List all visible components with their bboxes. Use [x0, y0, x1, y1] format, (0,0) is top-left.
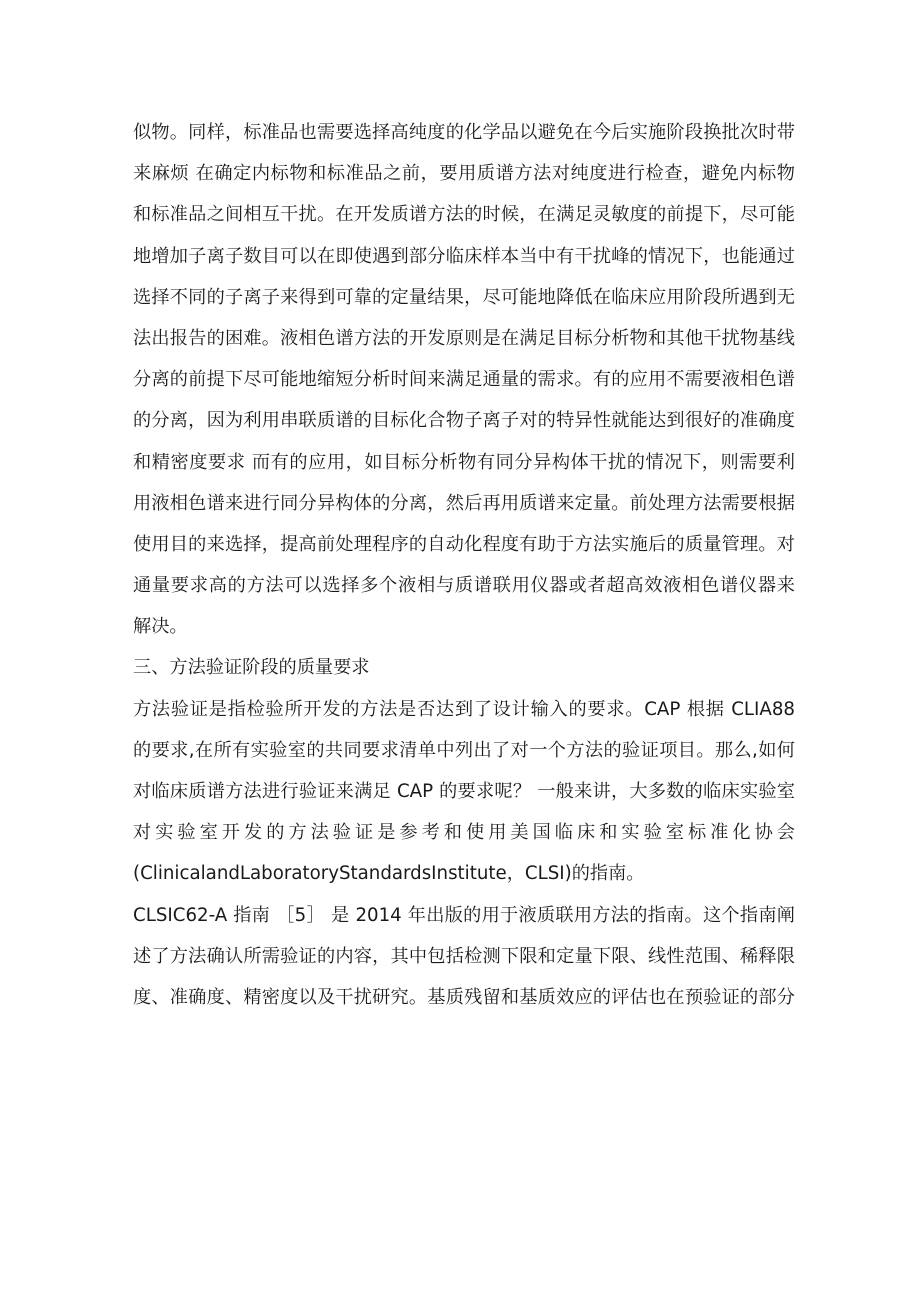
text-line: 解决。: [133, 616, 188, 638]
text-line: 方法验证是指检验所开发的方法是否达到了设计输入的要求。CAP 根据 CLIA88: [133, 698, 795, 720]
text-line: 地增加子离子数目可以在即使遇到部分临床样本当中有干扰峰的情况下，也能通过: [133, 245, 795, 267]
section-heading: 三、方法验证阶段的质量要求: [133, 657, 370, 679]
paragraph-clsi-guideline: [133, 895, 795, 1019]
text-line: 的分离，因为利用串联质谱的目标化合物子离子对的特异性就能达到很好的准确度: [133, 410, 795, 432]
text-line: 用液相色谱来进行同分异构体的分离，然后再用质谱来定量。前处理方法需要根据: [133, 492, 795, 514]
text-line: 似物。同样，标准品也需要选择高纯度的化学品以避免在今后实施阶段换批次时带: [133, 122, 795, 143]
text-line: 度、准确度、精密度以及干扰研究。基质残留和基质效应的评估也在预验证的部分: [133, 986, 795, 1008]
text-line: 对实验室开发的方法验证是参考和使用美国临床和实验室标准化协会: [133, 822, 795, 844]
paragraph-method-validation: [133, 689, 795, 895]
text-line: 使用目的来选择，提高前处理程序的自动化程度有助于方法实施后的质量管理。对: [133, 533, 795, 555]
text-line: 选择不同的子离子来得到可靠的定量结果，尽可能地降低在临床应用阶段所遇到无: [133, 286, 795, 308]
text-line: 通量要求高的方法可以选择多个液相与质谱联用仪器或者超高效液相色谱仪器来: [133, 575, 795, 597]
paragraph-method-development: [133, 112, 795, 647]
text-line: CLSIC62-A 指南 ［5］ 是 2014 年出版的用于液质联用方法的指南。这个指南阐: [133, 904, 795, 926]
text-line: 对临床质谱方法进行验证来满足 CAP 的要求呢？ 一般来讲，大多数的临床实验室: [133, 781, 795, 803]
text-line: 法出报告的困难。液相色谱方法的开发原则是在满足目标分析物和其他干扰物基线: [133, 327, 795, 349]
text-line: 和精密度要求 而有的应用，如目标分析物有同分异构体干扰的情况下，则需要利: [133, 451, 795, 473]
text-line: 述了方法确认所需验证的内容，其中包括检测下限和定量下限、线性范围、稀释限: [133, 945, 795, 967]
document-body: [133, 112, 795, 1018]
text-line: 的要求,在所有实验室的共同要求清单中列出了对一个方法的验证项目。那么,如何: [133, 739, 795, 761]
text-line: (ClinicalandLaboratoryStandardsInstitute，CLSI)的指南。: [133, 863, 645, 885]
text-line: 分离的前提下尽可能地缩短分析时间来满足通量的需求。有的应用不需要液相色谱: [133, 369, 795, 391]
text-line: 来麻烦 在确定内标物和标准品之前，要用质谱方法对纯度进行检查，避免内标物: [133, 163, 795, 185]
text-line: 和标准品之间相互干扰。在开发质谱方法的时候，在满足灵敏度的前提下，尽可能: [133, 204, 795, 226]
